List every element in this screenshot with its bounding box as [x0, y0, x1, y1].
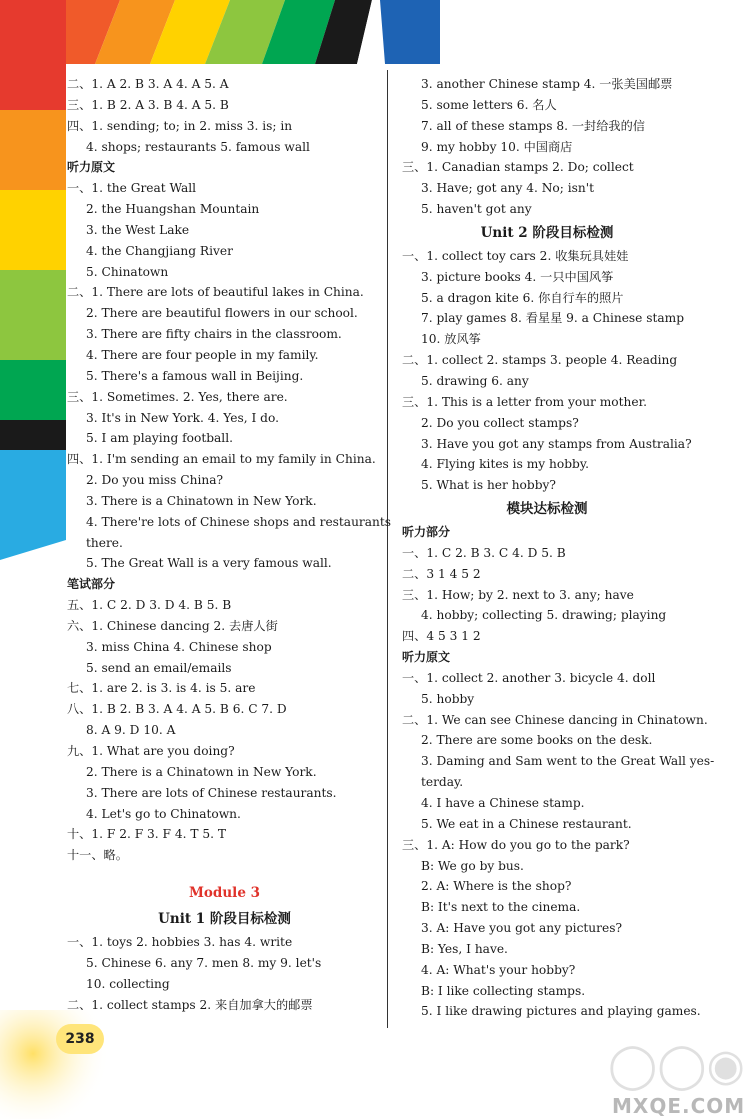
answer-line: 5. There's a famous wall in Beijing.: [86, 368, 304, 383]
answer-line: 2. A: Where is the shop?: [421, 879, 572, 894]
answer-line: 二、1. collect 2. stamps 3. people 4. Reading: [402, 353, 678, 368]
answer-line: 4. shops; restaurants 5. famous wall: [86, 139, 310, 154]
answer-line: terday.: [421, 775, 464, 790]
answer-line: 三、1. This is a letter from your mother.: [402, 394, 647, 409]
section-title: Unit 1 阶段目标检测: [158, 911, 291, 928]
answer-line: 7. play games 8. 看星星 9. a Chinese stamp: [421, 311, 685, 326]
answer-line: 四、4 5 3 1 2: [402, 629, 481, 644]
answer-line: 2. There is a Chinatown in New York.: [86, 764, 317, 779]
answer-line: 5. I am playing football.: [86, 431, 233, 446]
section-heading: 听力部分: [402, 525, 451, 540]
answer-line: B: Yes, I have.: [421, 941, 508, 956]
answer-line: 5. The Great Wall is a very famous wall.: [86, 556, 332, 571]
answer-line: 5. some letters 6. 名人: [421, 97, 557, 112]
section-title: Module 3: [188, 885, 260, 902]
spacer: [67, 866, 382, 880]
answer-line: 5. drawing 6. any: [421, 373, 529, 388]
answer-line: 4. hobby; collecting 5. drawing; playing: [421, 608, 667, 623]
answer-line: 3. There is a Chinatown in New York.: [86, 493, 317, 508]
answer-line: 3. the West Lake: [86, 222, 190, 237]
answer-line: 一、1. C 2. B 3. C 4. D 5. B: [402, 545, 566, 560]
answer-line: 4. the Changjiang River: [86, 243, 233, 258]
answer-line: 二、1. We can see Chinese dancing in Chinatown.: [402, 712, 708, 727]
watermark-text: MXQE.COM: [612, 1094, 746, 1118]
section-title: Unit 2 阶段目标检测: [480, 224, 614, 241]
answer-line: 四、1. sending; to; in 2. miss 3. is; in: [67, 118, 293, 133]
answer-line: 一、1. the Great Wall: [67, 181, 197, 196]
answer-line: 10. 放风筝: [421, 332, 481, 347]
answer-line: 5. What is her hobby?: [421, 478, 556, 493]
section-heading: 笔试部分: [67, 577, 116, 592]
answer-line: 三、1. How; by 2. next to 3. any; have: [402, 587, 634, 602]
answer-line: 七、1. are 2. is 3. is 4. is 5. are: [67, 681, 256, 696]
answer-line: 5. Chinese 6. any 7. men 8. my 9. let's: [86, 955, 322, 970]
section-heading: 听力原文: [67, 160, 116, 175]
answer-line: 3. A: Have you got any pictures?: [421, 921, 622, 936]
answer-line: 九、1. What are you doing?: [67, 744, 235, 758]
answer-line: 五、1. C 2. D 3. D 4. B 5. B: [67, 598, 232, 613]
answer-line: 4. A: What's your hobby?: [421, 962, 576, 977]
svg-text:◯◯◉: ◯◯◉: [608, 1040, 745, 1091]
column-divider: [387, 70, 388, 1028]
answer-line: 5. send an email/emails: [86, 660, 232, 675]
answer-line: 2. There are some books on the desk.: [421, 733, 653, 748]
answer-line: 一、1. collect toy cars 2. 收集玩具娃娃: [402, 248, 629, 263]
answer-line: 9. my hobby 10. 中国商店: [421, 139, 573, 154]
answer-line: 二、3 1 4 5 2: [402, 566, 481, 581]
answer-line: 3. There are lots of Chinese restaurants.: [86, 785, 337, 800]
answer-line: 四、1. I'm sending an email to my family in China.: [67, 452, 376, 467]
answer-line: 5. hobby: [421, 691, 475, 706]
answer-line: 4. There're lots of Chinese shops and restaurants: [86, 514, 392, 529]
answer-line: 一、1. collect 2. another 3. bicycle 4. doll: [402, 670, 656, 685]
answer-line: 三、1. A: How do you go to the park?: [402, 837, 630, 852]
answer-line: 3. There are fifty chairs in the classroom.: [86, 327, 342, 342]
answer-line: 2. There are beautiful flowers in our school.: [86, 306, 358, 321]
answer-line: 5. I like drawing pictures and playing games.: [421, 1004, 701, 1019]
answer-line: 3. It's in New York. 4. Yes, I do.: [86, 410, 279, 425]
answer-line: 4. I have a Chinese stamp.: [421, 796, 585, 810]
answer-line: 5. We eat in a Chinese restaurant.: [421, 816, 632, 831]
answer-line: 2. Do you collect stamps?: [421, 415, 579, 430]
answer-line: B: We go by bus.: [421, 858, 524, 873]
answer-line: 十、1. F 2. F 3. F 4. T 5. T: [67, 827, 227, 842]
answer-line: 六、1. Chinese dancing 2. 去唐人街: [67, 618, 278, 633]
left-stripe-decoration: [0, 0, 66, 560]
answer-line: B: I like collecting stamps.: [421, 983, 586, 998]
answer-line: 4. Let's go to Chinatown.: [86, 806, 241, 821]
answer-line: 三、1. B 2. A 3. B 4. A 5. B: [67, 97, 229, 112]
section-heading: 听力原文: [402, 650, 451, 665]
answer-line: 二、1. A 2. B 3. A 4. A 5. A: [67, 77, 229, 91]
answer-line: 十一、略。: [67, 848, 128, 863]
right-column: [402, 74, 715, 1022]
answer-line: 10. collecting: [86, 976, 170, 991]
answer-line: 一、1. toys 2. hobbies 3. has 4. write: [67, 935, 293, 950]
answer-line: 二、1. There are lots of beautiful lakes in China.: [67, 285, 364, 300]
answer-line: 7. all of these stamps 8. 一封给我的信: [421, 118, 645, 133]
rainbow-header-decoration: [0, 0, 450, 64]
answer-line: 3. another Chinese stamp 4. 一张美国邮票: [421, 77, 673, 91]
section-title: 模块达标检测: [506, 501, 588, 518]
answer-line: 三、1. Canadian stamps 2. Do; collect: [402, 160, 634, 175]
answer-line: 3. miss China 4. Chinese shop: [86, 639, 272, 654]
answer-line: 4. There are four people in my family.: [86, 347, 319, 362]
left-column: [67, 74, 392, 1015]
answer-line: 三、1. Sometimes. 2. Yes, there are.: [67, 389, 288, 404]
answer-line: B: It's next to the cinema.: [421, 900, 581, 915]
page-number: 238: [56, 1024, 104, 1054]
answer-line: 3. picture books 4. 一只中国风筝: [421, 269, 614, 284]
answer-line: 5. Chinatown: [86, 264, 169, 279]
answer-line: 5. haven't got any: [421, 202, 532, 217]
answer-line: 3. Daming and Sam went to the Great Wall yes-: [421, 754, 715, 769]
answer-line: 2. Do you miss China?: [86, 473, 223, 488]
answer-line: 5. a dragon kite 6. 你自行车的照片: [421, 290, 624, 305]
answer-line: 2. the Huangshan Mountain: [86, 202, 260, 217]
answer-line: 3. Have; got any 4. No; isn't: [421, 181, 594, 196]
answer-line: there.: [86, 535, 123, 550]
answer-line: 4. Flying kites is my hobby.: [421, 457, 589, 472]
answer-line: 3. Have you got any stamps from Australia?: [421, 436, 692, 451]
answer-line: 八、1. B 2. B 3. A 4. A 5. B 6. C 7. D: [67, 702, 287, 717]
answer-line: 二、1. collect stamps 2. 来自加拿大的邮票: [67, 997, 313, 1012]
answer-line: 8. A 9. D 10. A: [86, 723, 176, 738]
